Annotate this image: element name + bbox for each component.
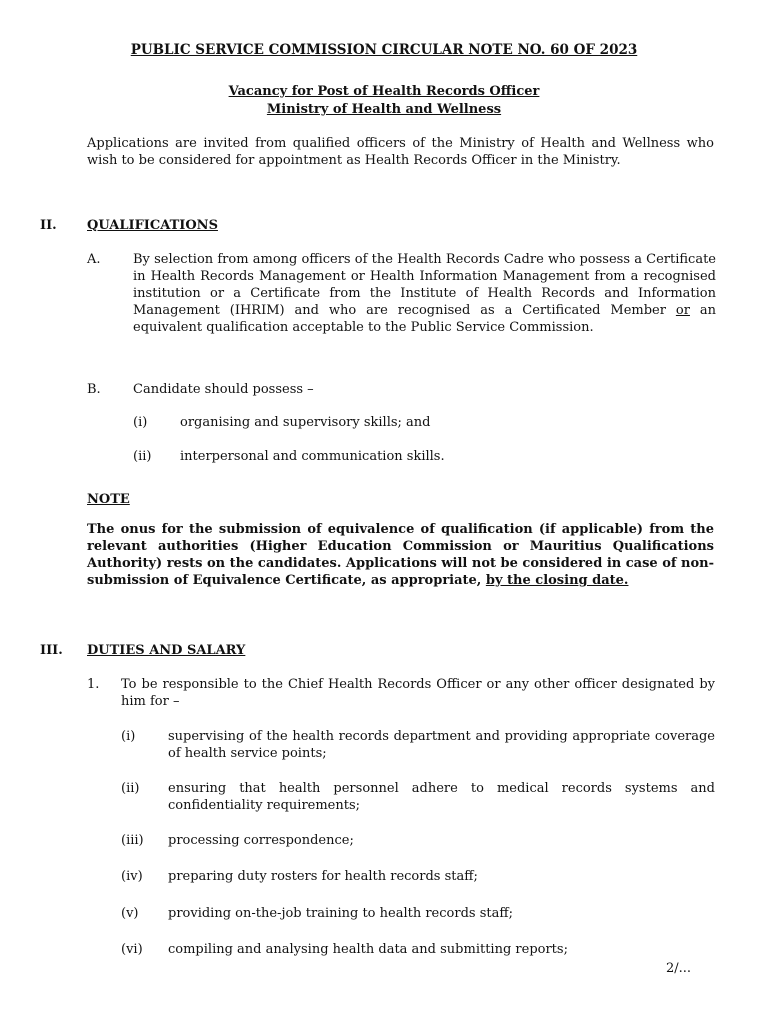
duty-number: (v) [121, 906, 139, 921]
duty-item-1-text: To be responsible to the Chief Health Records Officer or any other officer designated by him for – [121, 677, 715, 709]
qualification-a-label: A. [87, 252, 101, 267]
section-heading-duties: DUTIES AND SALARY [87, 643, 246, 658]
note-text: The onus for the submission of equivalence of qualification (if applicable) from the relevant authorities (Higher Education Commission or Mauritius Qualifications Authority) rests on the candidates. Applications will not be considered in case of non-submission of Equivalence Certificate, as appropriate, by the closing date. [87, 522, 714, 588]
closing-date-emphasis: by the closing date. [485, 573, 629, 588]
note-heading: NOTE [87, 492, 130, 507]
ministry-title: Ministry of Health and Wellness [266, 102, 502, 117]
duty-item-1-label: 1. [87, 677, 100, 692]
duty-text: ensuring that health personnel adhere to medical records systems and confidentiality requirements; [168, 781, 715, 813]
intro-paragraph: Applications are invited from qualified officers of the Ministry of Health and Wellness who wish to be considered for appointment as Health Records Officer in the Ministry. [87, 136, 714, 168]
page-continuation-marker: 2/... [666, 961, 692, 976]
qualification-b-text: Candidate should possess – [133, 382, 314, 397]
list-item-number: (ii) [133, 449, 152, 464]
duty-number: (i) [121, 729, 136, 744]
duty-text: preparing duty rosters for health records staff; [168, 869, 478, 884]
section-number-qualifications: II. [40, 218, 57, 233]
section-number-duties: III. [40, 643, 63, 658]
duty-number: (vi) [121, 942, 143, 957]
duty-text: supervising of the health records department and providing appropriate coverage of health service points; [168, 729, 715, 761]
duty-number: (iii) [121, 833, 144, 848]
vacancy-title: Vacancy for Post of Health Records Officer [228, 84, 540, 99]
qualification-a-text: By selection from among officers of the Health Records Cadre who possess a Certificate in Health Records Management or Health Information Management from a recognised institution or a Certificate from the Institute of Health Records and Information Management (IHRIM) and who are recognised as a Certificated Member or an equivalent qualification acceptable to the Public Service Commission. [133, 252, 716, 335]
duty-number: (iv) [121, 869, 143, 884]
list-item-text: organising and supervisory skills; and [180, 415, 431, 430]
duty-text: processing correspondence; [168, 833, 354, 848]
duty-number: (ii) [121, 781, 140, 796]
qualification-b-label: B. [87, 382, 101, 397]
section-heading-qualifications: QUALIFICATIONS [87, 218, 218, 233]
duty-text: compiling and analysing health data and submitting reports; [168, 942, 568, 957]
list-item-text: interpersonal and communication skills. [180, 449, 445, 464]
or-emphasis: or [675, 303, 690, 318]
duty-text: providing on-the-job training to health records staff; [168, 906, 513, 921]
page-title: PUBLIC SERVICE COMMISSION CIRCULAR NOTE NO. 60 OF 2023 [130, 42, 638, 58]
list-item-number: (i) [133, 415, 148, 430]
